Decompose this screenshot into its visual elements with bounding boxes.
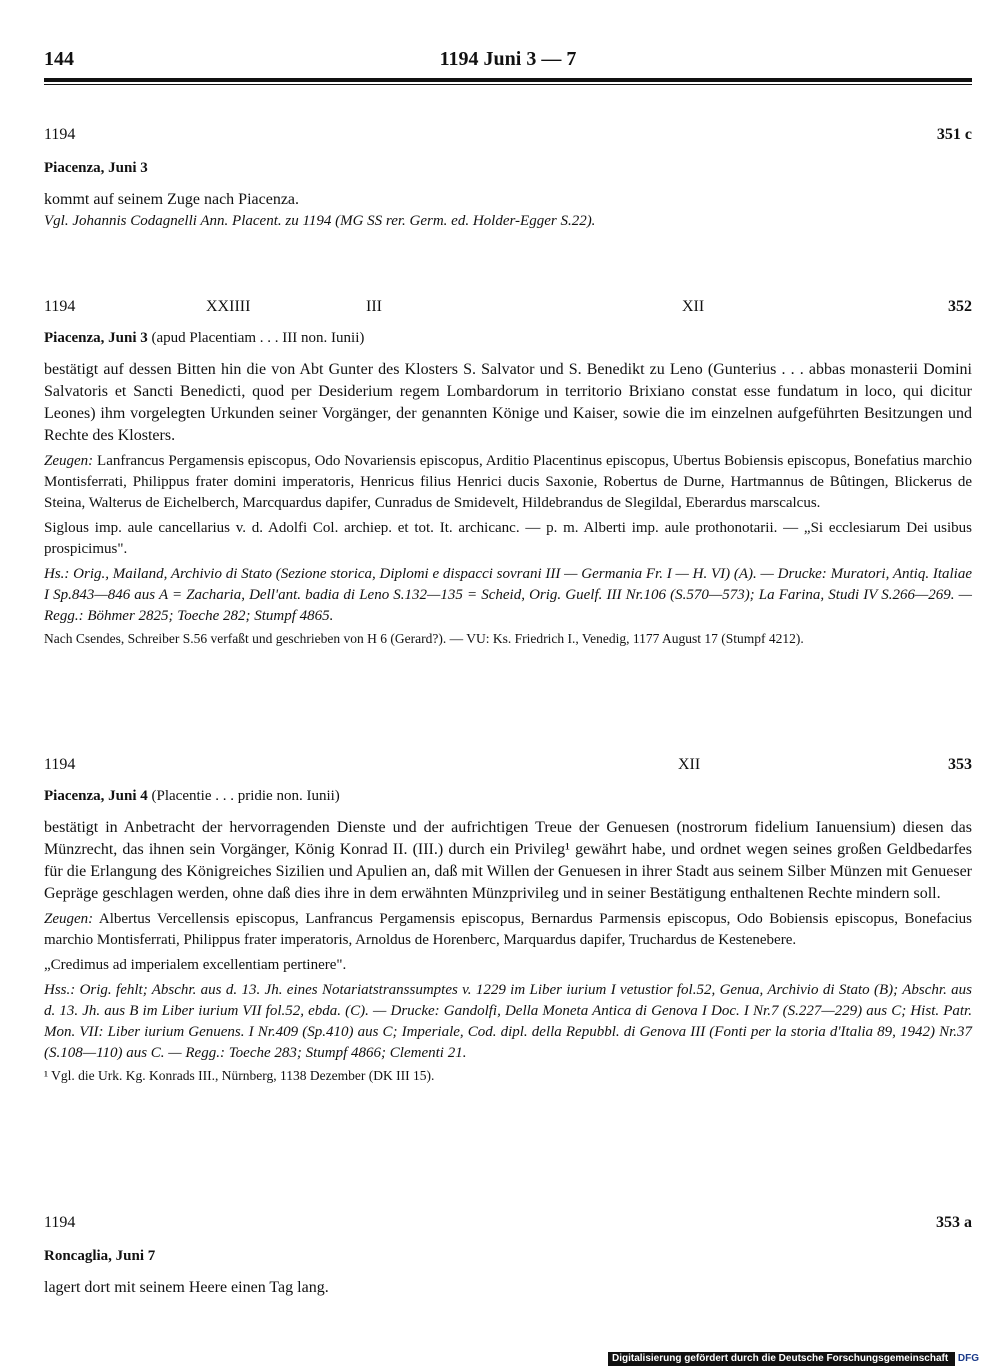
- document-page: [44, 0, 972, 1369]
- regest-entry-352: [44, 298, 972, 648]
- header-rule: [44, 78, 972, 85]
- place-note: (Placentie . . . pridie non. Iunii): [151, 788, 340, 804]
- entry-year: 1194: [44, 126, 76, 143]
- entry-year: 1194: [44, 298, 76, 315]
- entry-year: 1194: [44, 756, 76, 773]
- entry-chancery: „Credimus ad imperialem excellentiam pertinere".: [44, 957, 347, 973]
- entry-meta: [44, 756, 972, 778]
- witnesses-label: Zeugen:: [44, 911, 94, 927]
- entry-witnesses: [44, 451, 972, 514]
- entry-imperial-year: XII: [682, 298, 705, 315]
- entry-text: bestätigt auf dessen Bitten hin die von Abt Gunter des Klosters S. Salvator und S. Benedikt zu Leno (Gunterius . . . abbas monasterii Domini Salvatoris et Sancti Benedicti, quod per Desiderium regem Lombardorum in territorio Brixiano constat esse fundatum in loco, qui dicitur Leones) ihm vorgelegten Urkunden seiner Vorgänger, der genannten Könige und Kaiser, sowie die im einzelnen aufgeführten Besitzungen und Rechte des Klosters.: [44, 361, 972, 444]
- regest-entry-353: [44, 756, 972, 1085]
- entry-source: Hs.: Orig., Mailand, Archivio di Stato (Sezione storica, Diplomi e dispacci sovrani III — Germania Fr. I — H. VI) (A). — Drucke: Muratori, Antiq. Italiae I Sp.843—846 aus A = Zacharia, Dell'ant. badia di Leno S.132—135 = Scheid, Orig. Guelf. III Nr.106 (S.570—573); La Farina, Studi IV S.266—269. — Regg.: Böhmer 2825; Toeche 282; Stumpf 4865.: [44, 566, 972, 624]
- place-date: Piacenza, Juni 4: [44, 788, 148, 804]
- running-title: 1194 Juni 3 — 7: [439, 48, 577, 70]
- entry-regnal-year: III: [366, 298, 382, 315]
- entry-note: Nach Csendes, Schreiber S.56 verfaßt und geschrieben von H 6 (Gerard?). — VU: Ks. Friedrich I., Venedig, 1177 August 17 (Stumpf 4212).: [44, 631, 804, 646]
- entry-meta: [44, 126, 972, 148]
- dfg-logo: DFG: [955, 1352, 982, 1366]
- place-date: Piacenza, Juni 3: [44, 160, 148, 176]
- regest-entry-353a: [44, 1214, 972, 1299]
- place-date: Roncaglia, Juni 7: [44, 1248, 156, 1264]
- place-date: Piacenza, Juni 3: [44, 330, 148, 346]
- entry-chancery: Siglous imp. aule cancellarius v. d. Adolfi Col. archiep. et tot. It. archicanc. — p. m. Alberti imp. aule prothonotarii. — „Si ecclesiarum Dei usibus prospicimus".: [44, 520, 972, 557]
- entry-indiction: XXIIII: [206, 298, 251, 315]
- entry-footnote: ¹ Vgl. die Urk. Kg. Konrads III., Nürnberg, 1138 Dezember (DK III 15).: [44, 1068, 435, 1083]
- entry-text: kommt auf seinem Zuge nach Piacenza.: [44, 191, 300, 208]
- entry-number: 352: [948, 298, 972, 315]
- entry-imperial-year: XII: [678, 756, 701, 773]
- entry-meta: [44, 298, 972, 320]
- witnesses-label: Zeugen:: [44, 453, 94, 469]
- entry-place: [44, 160, 972, 177]
- entry-text: bestätigt in Anbetracht der hervorragenden Dienste und der aufrichtigen Treue der Genuesen (nostrorum fidelium Ianuensium) diesen das Münzrecht, das ihnen sein Vorgänger, König Konrad II. (III.) durch ein Privileg¹ gewährt habe, und ordnet wegen seines großen Geldbedarfes für die Erlangung des Königreiches Sizilien und Apulien an, daß mit Willen der Genuesen in ihrer Stadt aus seinem Silber Münzen mit Genueser Gepräge geschlagen werden, ohne daß dies ihre in dem erwähnten Münzprivileg und in seiner Bestätigung enthaltenen Rechte mindern soll.: [44, 819, 972, 902]
- entry-year: 1194: [44, 1214, 76, 1231]
- entry-witnesses: [44, 909, 972, 951]
- entry-place: [44, 788, 972, 805]
- entry-meta: [44, 1214, 972, 1236]
- entry-source: Vgl. Johannis Codagnelli Ann. Placent. zu 1194 (MG SS rer. Germ. ed. Holder-Egger S.22).: [44, 213, 596, 229]
- regest-entry-351c: [44, 126, 972, 232]
- entry-place: [44, 1248, 972, 1265]
- entry-source: Hss.: Orig. fehlt; Abschr. aus d. 13. Jh. eines Notariatstranssumptes v. 1229 im Liber iurium I vetustior fol.52, Genua, Archivio di Stato (B); Abschr. aus d. 13. Jh. aus B im Liber iurium VII fol.52, ebda. (C). — Drucke: Gandolfi, Della Moneta Antica di Genova I Doc. I Nr.7 (S.227—229) aus C; Hist. Patr. Mon. VII: Liber iurium Genuens. I Nr.409 (Sp.410) aus C; Imperiale, Cod. dipl. della Repubbl. di Genova III (Fonti per la storia d'Italia 89, 1942) Nr.37 (S.108—110) aus C. — Regg.: Toeche 283; Stumpf 4866; Clementi 21.: [44, 982, 972, 1061]
- witnesses-list: Lanfrancus Pergamensis episcopus, Odo Novariensis episcopus, Arditio Placentinus episcopus, Ubertus Bobiensis episcopus, Bonefatius marchio Montisferrati, Philippus frater domini imperatoris, Henricus filius Henrici ducis Saxonie, Robertus de Durne, Hartmannus de Bûtingen, Blickerus de Steina, Walterus de Eichelberch, Marcquardus dapifer, Cunradus de Smidevelt, Hildebrandus de Slegildal, Eberardus marscalcus.: [44, 453, 972, 511]
- entry-number: 353 a: [936, 1214, 972, 1231]
- entry-text: lagert dort mit seinem Heere einen Tag lang.: [44, 1279, 329, 1296]
- entry-number: 351 c: [936, 126, 972, 143]
- credit-text: Digitalisierung gefördert durch die Deutsche Forschungsgemeinschaft: [612, 1353, 949, 1364]
- entry-place: [44, 330, 972, 347]
- entry-number: 353: [948, 756, 972, 773]
- digitization-credit-bar: [608, 1352, 982, 1366]
- page-header: [44, 44, 972, 84]
- page-number: 144: [44, 48, 74, 70]
- place-note: (apud Placentiam . . . III non. Iunii): [151, 330, 365, 346]
- witnesses-list: Albertus Vercellensis episcopus, Lanfrancus Pergamensis episcopus, Bernardus Parmensis episcopus, Odo Bobiensis episcopus, Bonefacius marchio Montisferrati, Philippus frater imperatoris, Arnoldus de Horenberc, Marquardus dapifer, Truchardus de Kestenebere.: [44, 911, 972, 948]
